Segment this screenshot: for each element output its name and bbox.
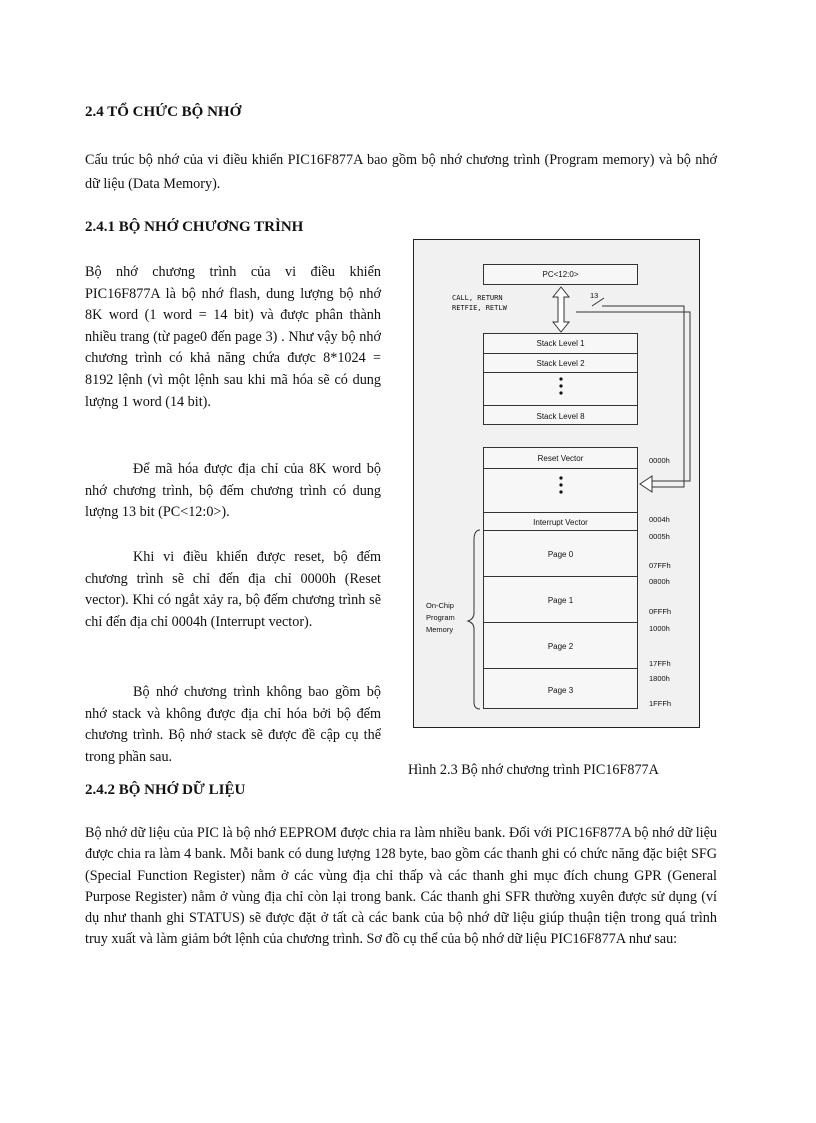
program-memory-paragraph-1: Bộ nhớ chương trình của vi điều khiển PIC16F877A là bộ nhớ flash, dung lượng bộ nhớ 8K word (1 word = 14 bit) và được phân thành nhiều trang (từ page0 đến page 3) . Như vậy bộ nhớ chương trình có khả năng chứa được 8*1024 = 8192 lệnh (vì một lệnh sau khi mã hóa sẽ có dung lượng 1 word (14 bit). (85, 264, 381, 410)
addr-1000h: 1000h (649, 624, 670, 633)
addr-0fffh: 0FFFh (649, 607, 672, 616)
program-memory-diagram (413, 239, 700, 728)
onchip-label-3: Memory (426, 625, 454, 634)
addr-0800h: 0800h (649, 577, 670, 586)
stack-level-1: Stack Level 1 (536, 339, 585, 348)
call-return-label: CALL, RETURN (452, 294, 503, 302)
page-0-cell: Page 0 (484, 530, 637, 577)
stack-arrow-icon (553, 287, 569, 332)
section-title-2-4-2: 2.4.2 BỘ NHỚ DỮ LIỆU (85, 782, 246, 798)
addr-07ffh: 07FFh (649, 561, 671, 570)
program-memory-paragraph-3: Khi vi điều khiển được reset, bộ đếm chương trình sẽ chỉ đến địa chỉ 0000h (Reset vector). Khi có ngắt xảy ra, bộ đếm chương trình sẽ chỉ đến địa chỉ 0004h (Interrupt vector). (85, 549, 381, 630)
figure-caption: Hình 2.3 Bộ nhớ chương trình PIC16F877A (408, 762, 659, 778)
data-memory-paragraph: Bộ nhớ dữ liệu của PIC là bộ nhớ EEPROM được chia ra làm nhiều bank. Đối với PIC16F877A bộ nhớ dữ liệu được chia ra làm 4 bank. Mỗi bank có dung lượng 128 byte, bao gồm các thanh ghi có chức năng đặc biệt SFG (Special Function Register) nằm ở các vùng địa chỉ thấp và các thanh ghi mục đích chung GPR (General Purpose Register) nằm ở vùng địa chỉ còn lại trong bank. Các thanh ghi SFR thường xuyên được sử dụng (ví dụ như thanh ghi STATUS) sẽ được đặt ở tất cà các bank của bộ nhớ dữ liệu giúp thuận tiện trong quá trình truy xuất và làm giảm bớt lệnh của chương trình. Sơ đồ cụ thể của bộ nhớ dữ liệu PIC16F877A như sau: (85, 825, 717, 948)
addr-17ffh: 17FFh (649, 659, 671, 668)
onchip-label-2: Program (426, 613, 455, 622)
pc-bits-label: 13 (590, 291, 599, 300)
bus-width-slash-icon (592, 298, 604, 306)
page-1-cell: Page 1 (484, 576, 637, 623)
page-2-cell: Page 2 (484, 622, 637, 669)
page-3-cell: Page 3 (484, 668, 637, 711)
interrupt-vector-cell: Interrupt Vector (484, 512, 637, 531)
addr-1800h: 1800h (649, 674, 670, 683)
dot-icon (559, 377, 562, 380)
addr-1fffh: 1FFFh (649, 699, 672, 708)
section-title-2-4: 2.4 TỔ CHỨC BỘ NHỚ (85, 104, 242, 120)
stack-level-2: Stack Level 2 (484, 353, 637, 373)
brace-icon (468, 530, 480, 709)
diagram-lines (414, 240, 699, 727)
addr-0000h: 0000h (649, 456, 670, 465)
addr-0004h: 0004h (649, 515, 670, 524)
section-title-2-4-1: 2.4.1 BỘ NHỚ CHƯƠNG TRÌNH (85, 219, 304, 235)
onchip-label-1: On-Chip (426, 601, 454, 610)
reset-vector-cell: Reset Vector (537, 453, 584, 463)
pc-label: PC<12:0> (542, 270, 579, 279)
program-memory-paragraph-2: Để mã hóa được địa chỉ của 8K word bộ nhớ chương trình, bộ đếm chương trình có dung lượng 13 bit (PC<12:0>). (85, 461, 381, 521)
retfie-retlw-text: RETFIE, RETLW (452, 304, 507, 312)
addr-0005h: 0005h (649, 532, 670, 541)
intro-paragraph: Cấu trúc bộ nhớ của vi điều khiển PIC16F877A bao gồm bộ nhớ chương trình (Program memory) và bộ nhớ dữ liệu (Data Memory). (85, 152, 717, 192)
pc-pointer-arrow-icon (640, 476, 652, 492)
program-memory-paragraph-4: Bộ nhớ chương trình không bao gồm bộ nhớ stack và không được địa chỉ hóa bởi bộ đếm chương trình. Bộ nhớ stack sẽ được đề cập cụ thể trong phần sau. (85, 684, 381, 765)
stack-level-8: Stack Level 8 (484, 405, 637, 427)
